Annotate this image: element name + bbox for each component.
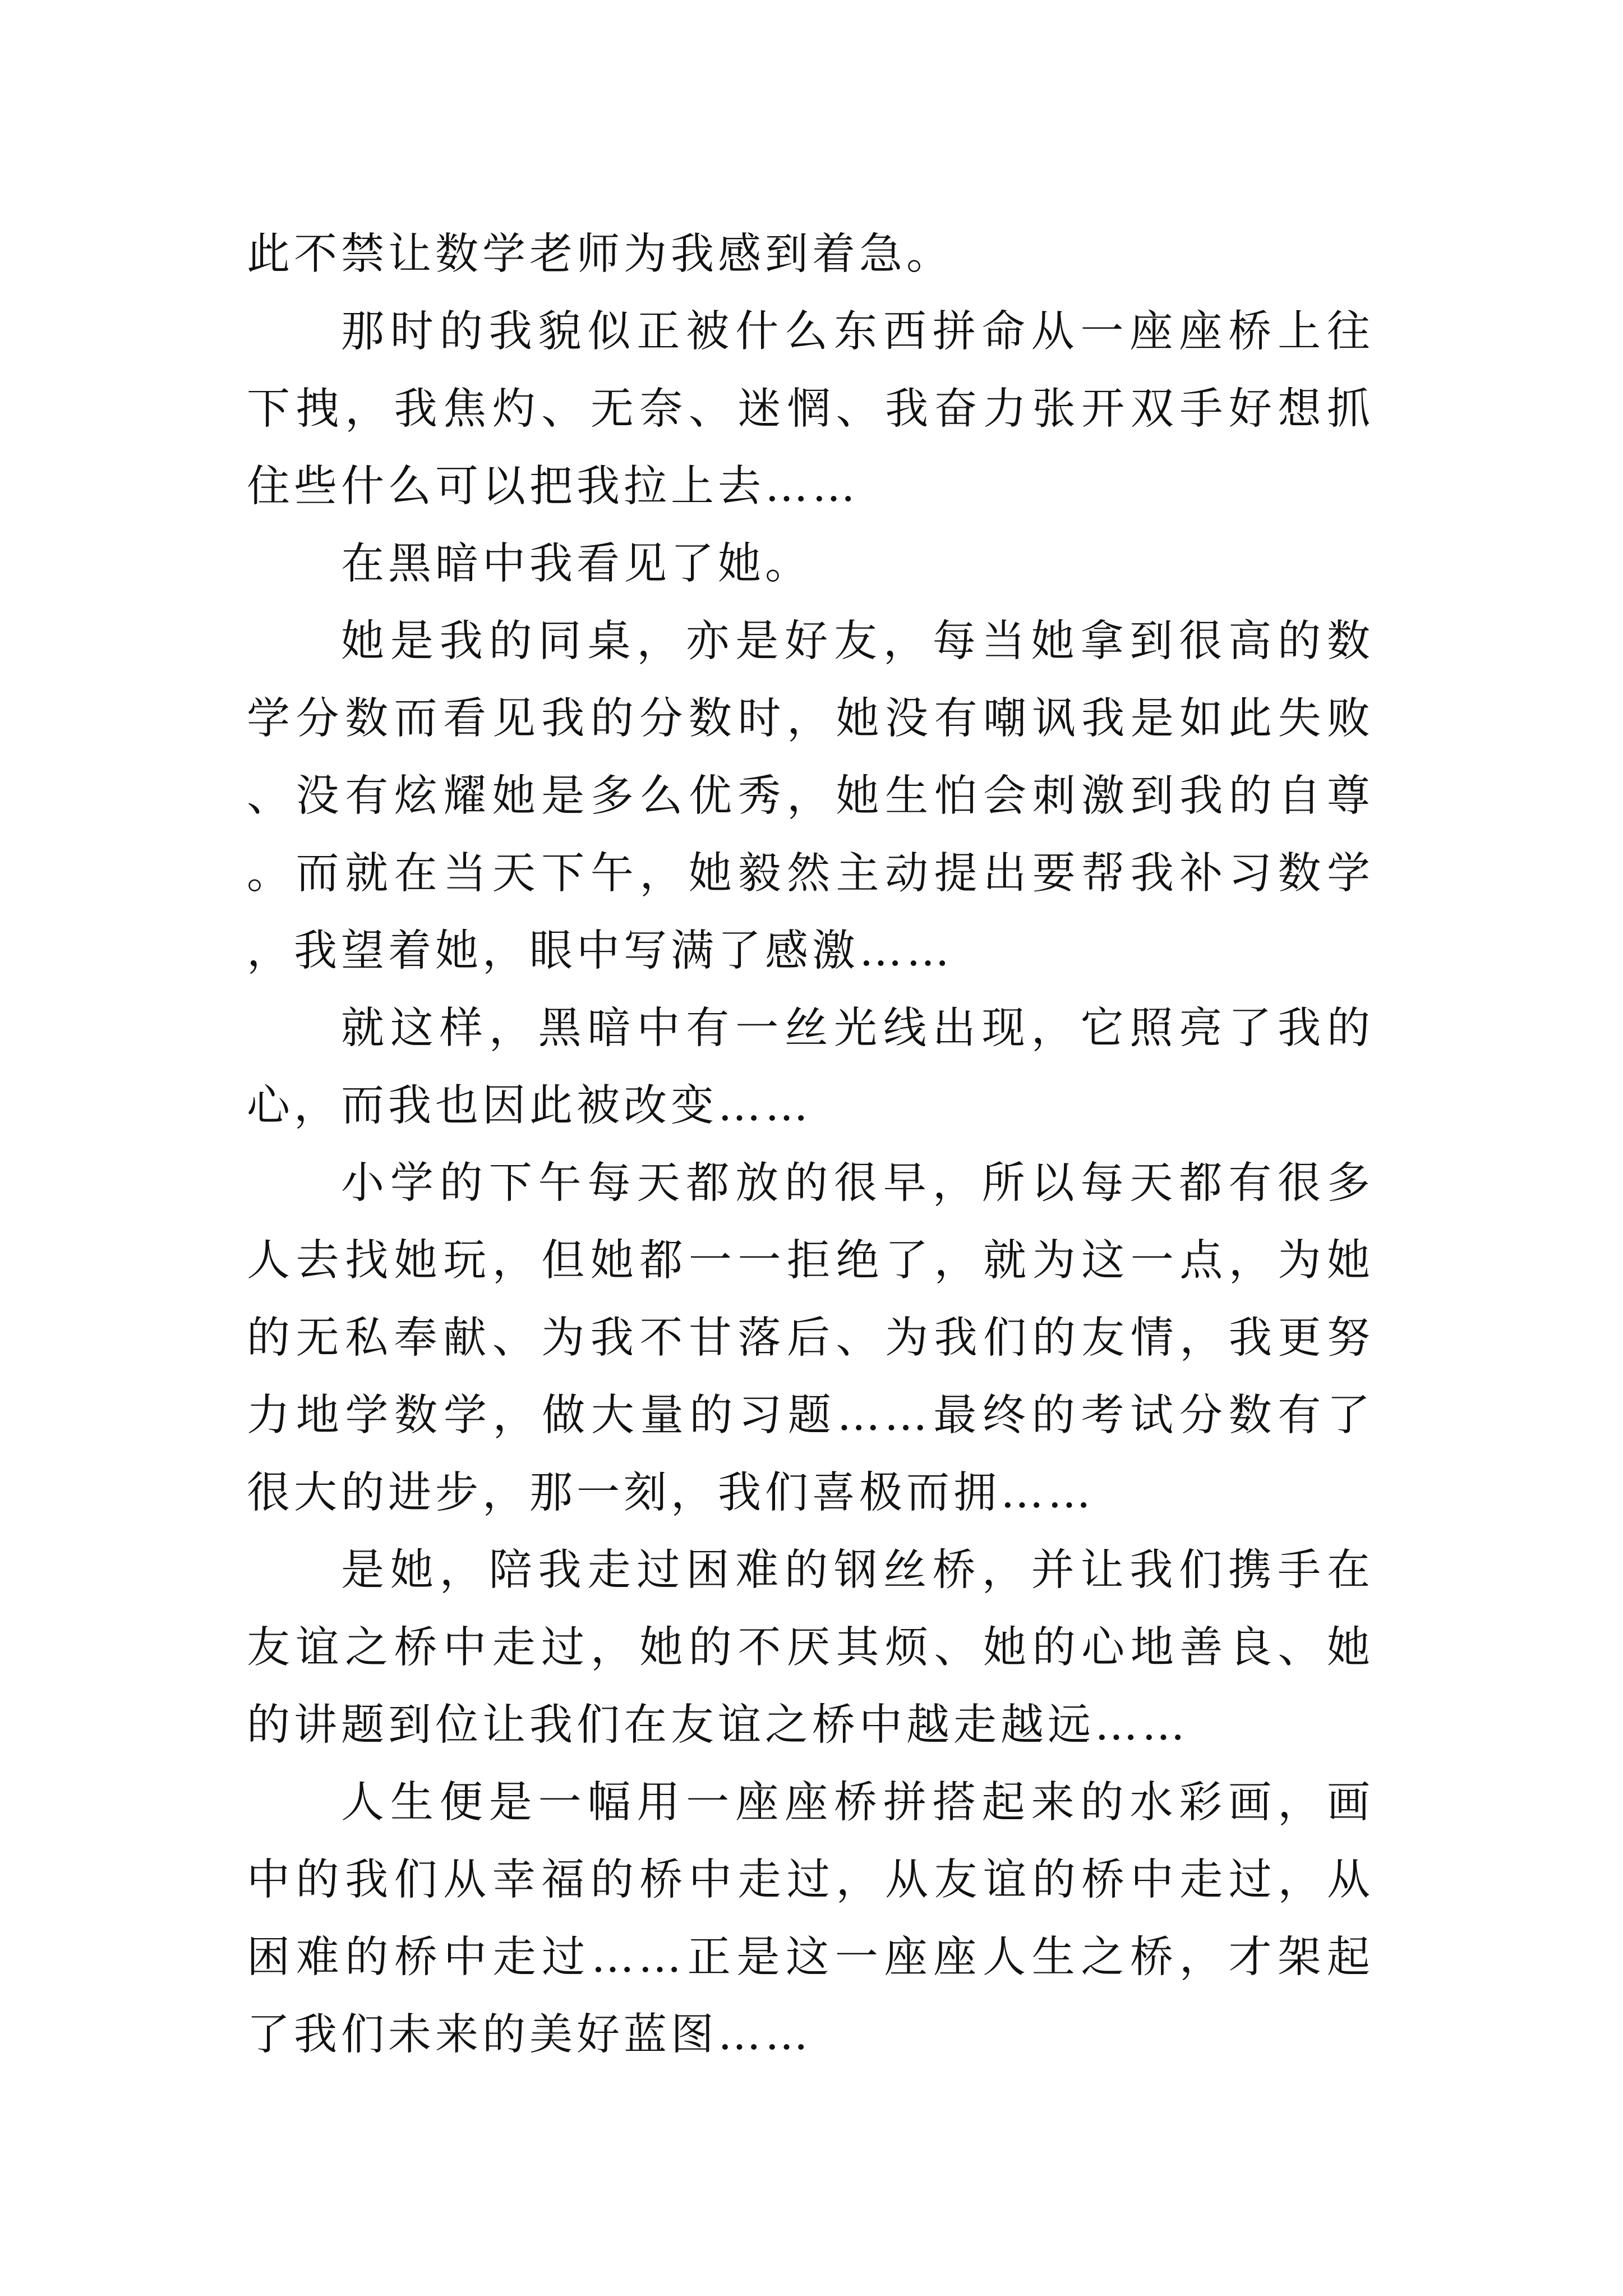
paragraph: 是她，陪我走过困难的钢丝桥，并让我们携手在友谊之桥中走过，她的不厌其烦、她的心地善良、她的讲题到位让我们在友谊之桥中越走越远…… — [247, 1545, 1374, 1750]
paragraph: 她是我的同桌，亦是好友，每当她拿到很高的数学分数而看见我的分数时，她没有嘲讽我是如此失败、没有炫耀她是多么优秀，她生怕会刺激到我的自尊。而就在当天下午，她毅然主动提出要帮我补习数学，我望着她，眼中写满了感激…… — [247, 616, 1374, 976]
paragraph: 人生便是一幅用一座座桥拼搭起来的水彩画，画中的我们从幸福的桥中走过，从友谊的桥中走过，从困难的桥中走过……正是这一座座人生之桥，才架起了我们未来的美好蓝图…… — [247, 1778, 1374, 2060]
essay-body — [247, 216, 1374, 2074]
paragraph: 那时的我貌似正被什么东西拼命从一座座桥上往下拽，我焦灼、无奈、迷惘、我奋力张开双手好想抓住些什么可以把我拉上去…… — [247, 307, 1374, 512]
paragraph: 在黑暗中我看见了她。 — [341, 539, 812, 589]
paragraph: 小学的下午每天都放的很早，所以每天都有很多人去找她玩，但她都一一拒绝了，就为这一点，为她的无私奉献、为我不甘落后、为我们的友情，我更努力地学数学，做大量的习题……最终的考试分数有了很大的进步，那一刻，我们喜极而拥…… — [247, 1158, 1374, 1518]
paragraph-continuation: 此不禁让数学老师为我感到着急。 — [247, 229, 953, 279]
paragraph: 就这样，黑暗中有一丝光线出现，它照亮了我的心，而我也因此被改变…… — [247, 1004, 1374, 1131]
